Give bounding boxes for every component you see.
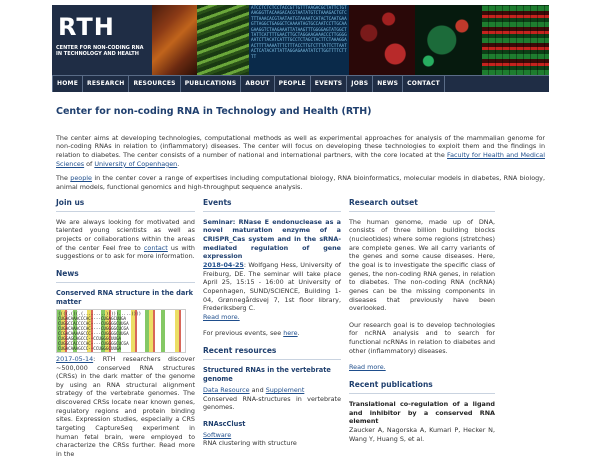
nav-people[interactable]: PEOPLE (275, 76, 311, 92)
resource-1-text: Conserved RNA-structures in vertebrate genomes. (203, 394, 341, 412)
main-nav (52, 75, 549, 92)
intro-text: The center aims at developing technologies, computational methods as well as experimental approaches for analysis of the mammalian genome for non-coding RNAs in relation to (inflammatory) diseases. The center will focus on developing these technologies to exploit them and the findings in relation to diabetes. The center consists of a number of national and international partners, with the core located at the (56, 133, 545, 160)
site-logo[interactable] (52, 5, 152, 75)
site-banner (52, 5, 549, 75)
event-title[interactable]: Seminar: RNase E endonuclease as a novel maturation enzyme of a CRISPR_Cas system and in the sRNA-mediated regulation of gene expression (203, 217, 341, 261)
column-right (349, 198, 495, 459)
column-middle (203, 198, 341, 459)
nav-contact[interactable]: CONTACT (403, 76, 445, 92)
nav-publications[interactable]: PUBLICATIONS (181, 76, 242, 92)
software-link[interactable]: Software (203, 430, 232, 439)
join-text-post: us with suggestions or to ask for more information. (56, 243, 195, 261)
nav-events[interactable]: EVENTS (311, 76, 347, 92)
resource-2-text: RNA clustering with structure (203, 439, 297, 448)
publication-authors: Zaucker A, Nagorska A, Kumari P, Hecker N, Wang Y, Huang S, et al. (349, 426, 495, 443)
event-read-more-wrap (203, 313, 341, 322)
previous-events-link[interactable]: here (283, 329, 298, 338)
join-heading: Join us (56, 198, 195, 212)
alignment-text: ((((.(((.(.........))))).....)))) CUGACAAACCCAC----CUGAGCUUGA CUGGCCACCCCAC----CUGGGGCUUGA CUGACAAACCCAC----CUGGGGCUCGA CCGACAAAAGCCC----CUGGGGCUUGA CUGGAGCAGCCC--CCUGGGCUUGA CUGGCCACCCCAC----CUGGGGCUCGA CUGACAAAGCCC--CCUGGGCUUGA (58, 310, 142, 351)
banner-dna-image (152, 5, 197, 75)
resource-2-link-wrap (203, 431, 341, 440)
outset-read-more-wrap (349, 363, 495, 372)
logo-subtitle: CENTER FOR NON-CODING RNA IN TECHNOLOGY AND HEALTH (56, 45, 144, 57)
resources-heading: Recent resources (203, 346, 341, 360)
banner-heatmap-image (482, 5, 549, 75)
outset-read-more-link[interactable]: Read more. (349, 363, 386, 372)
nav-home[interactable]: HOME (52, 76, 83, 92)
intro-section (56, 134, 545, 192)
intro-of: of (84, 159, 95, 168)
alignment-image (56, 309, 186, 353)
three-columns (56, 198, 545, 459)
nav-about[interactable]: ABOUT (241, 76, 274, 92)
data-resource-link[interactable]: Data Resource (203, 386, 250, 395)
event-read-more-link[interactable]: Read more. (203, 312, 240, 321)
outset-paragraph-2: Our research goal is to develop technologies for ncRNA analysis and to search for functional ncRNAs in relation to diabetes and other (inflammatory) diseases. (349, 320, 495, 355)
nav-news[interactable]: NEWS (373, 76, 403, 92)
intro-period: . (177, 159, 180, 168)
banner-microscopy-image (415, 5, 482, 75)
news-date-link[interactable]: 2017-05-14 (56, 354, 94, 363)
resource-1-and: and (249, 386, 266, 395)
banner-sequence-image: ATCCTCTCTCCTACCGTTGTTTAAGACGCTATTCTGTAAGGGTTACAAGACACGTAATATGTCTAAAGACTGTCTTTAAACACGTAATAATGTAAAATCATACTCAATGAAGTTAGGCTGAGGCTCAAAATAGTGCCAATCCTTGCAAGAAGGTCTAAGAAATTATAAGTTTGGGGAGTATGGCTTATTCATTTTGAACTTGCTAGGAAGAAACCCTTGGGGAATCTTACATCATTTGCCTCTAGCTACTTCTAAAGGAACTTTTAAAATTTCTTTACCTTGTCTTTATTCTTAATACTCATACATTATTAGGAGAAATATCTTGGTTTTCTTTT (249, 5, 349, 75)
news-item-title[interactable]: Conserved RNA structure in the dark matter (56, 289, 193, 306)
intro-paragraph-1 (56, 134, 545, 169)
previous-events-end: . (297, 329, 300, 338)
column-left (56, 198, 195, 459)
banner-helix-image (197, 5, 249, 75)
university-link[interactable]: University of Copenhagen (94, 159, 178, 168)
nav-resources[interactable]: RESOURCES (129, 76, 180, 92)
resource-2-title[interactable]: RNAscClust (203, 419, 246, 428)
main-content (52, 106, 549, 459)
intro-p2-text: in the center cover a range of expertises including computational biology, RNA bioinformatics, molecular models in diabetes, RNA biology, animal models, functional genomics and high-throughput sequence analysis. (56, 174, 545, 192)
page-title: Center for non-coding RNA in Technology and Health (RTH) (56, 106, 372, 117)
join-text-pre: We are always looking for motivated and talented young scientists as well as projects or collaborations within the areas of the center Feel free to (56, 217, 195, 252)
previous-events-pre: For previous events, see (203, 329, 284, 338)
news-item-text (56, 355, 195, 459)
events-heading: Events (203, 198, 341, 212)
previous-events (203, 329, 341, 338)
intro-paragraph-2 (56, 174, 545, 191)
outset-paragraph-1: The human genome, made up of DNA, consists of three billion building blocks (nucleotides) where some regions (stretches) are complete genes. We all carry variants of the genes and some cause diseases. Here, the goal is to investigate the specific class of genes, the non-coding RNA genes, in relation to diabetes. The non-coding RNA (ncRNA) genes can be the missing components in diseases that previously have been overlooked. (349, 217, 495, 313)
publications-heading: Recent publications (349, 380, 495, 394)
page-wrapper (52, 5, 549, 459)
logo-title: RTH (58, 13, 115, 41)
contact-link[interactable]: contact (143, 243, 168, 252)
news-body: : RTH researchers discover ~500,000 conserved RNA structures (CRSs) in the dark matter of the genome by using an RNA structural alignment strategy of the vertebrate genomes. The discovered CRSs locate near known genes, regulatory regions and protein binding sites. Expression studies, especially a CRS targeting CaptureSeq experiment in human fetal brain, were employed to characterize the CRSs further. Read more in the (56, 354, 195, 458)
resource-1-links (203, 386, 341, 395)
nav-jobs[interactable]: JOBS (347, 76, 373, 92)
nav-research[interactable]: RESEARCH (83, 76, 129, 92)
event-body: : Wolfgang Hess, University of Freiburg, DE. The seminar will take place April 25, 15:15 - 16:00 at University of Copenhagen, SUND/SCIENCE, Building 1-04, Grønnegårdsvej 7, 1st floor library, Frederiksberg C. (203, 260, 341, 313)
event-date: 2018-04-25 (203, 260, 244, 269)
faculty-link[interactable]: Faculty for Health and Medical Sciences (56, 151, 545, 168)
news-heading: News (56, 269, 195, 283)
event-text (203, 261, 341, 313)
intro-p2-pre: The (56, 174, 71, 183)
people-link[interactable]: people (70, 174, 92, 183)
outset-heading: Research outset (349, 198, 495, 212)
banner-cells-image (349, 5, 415, 75)
resource-1-title[interactable]: Structured RNAs in the vertebrate genome (203, 366, 331, 384)
publication-title[interactable]: Translational co-regulation of a ligand and inhibitor by a conserved RNA element (349, 400, 495, 426)
join-text (56, 218, 195, 261)
supplement-link[interactable]: Supplement (265, 386, 305, 395)
